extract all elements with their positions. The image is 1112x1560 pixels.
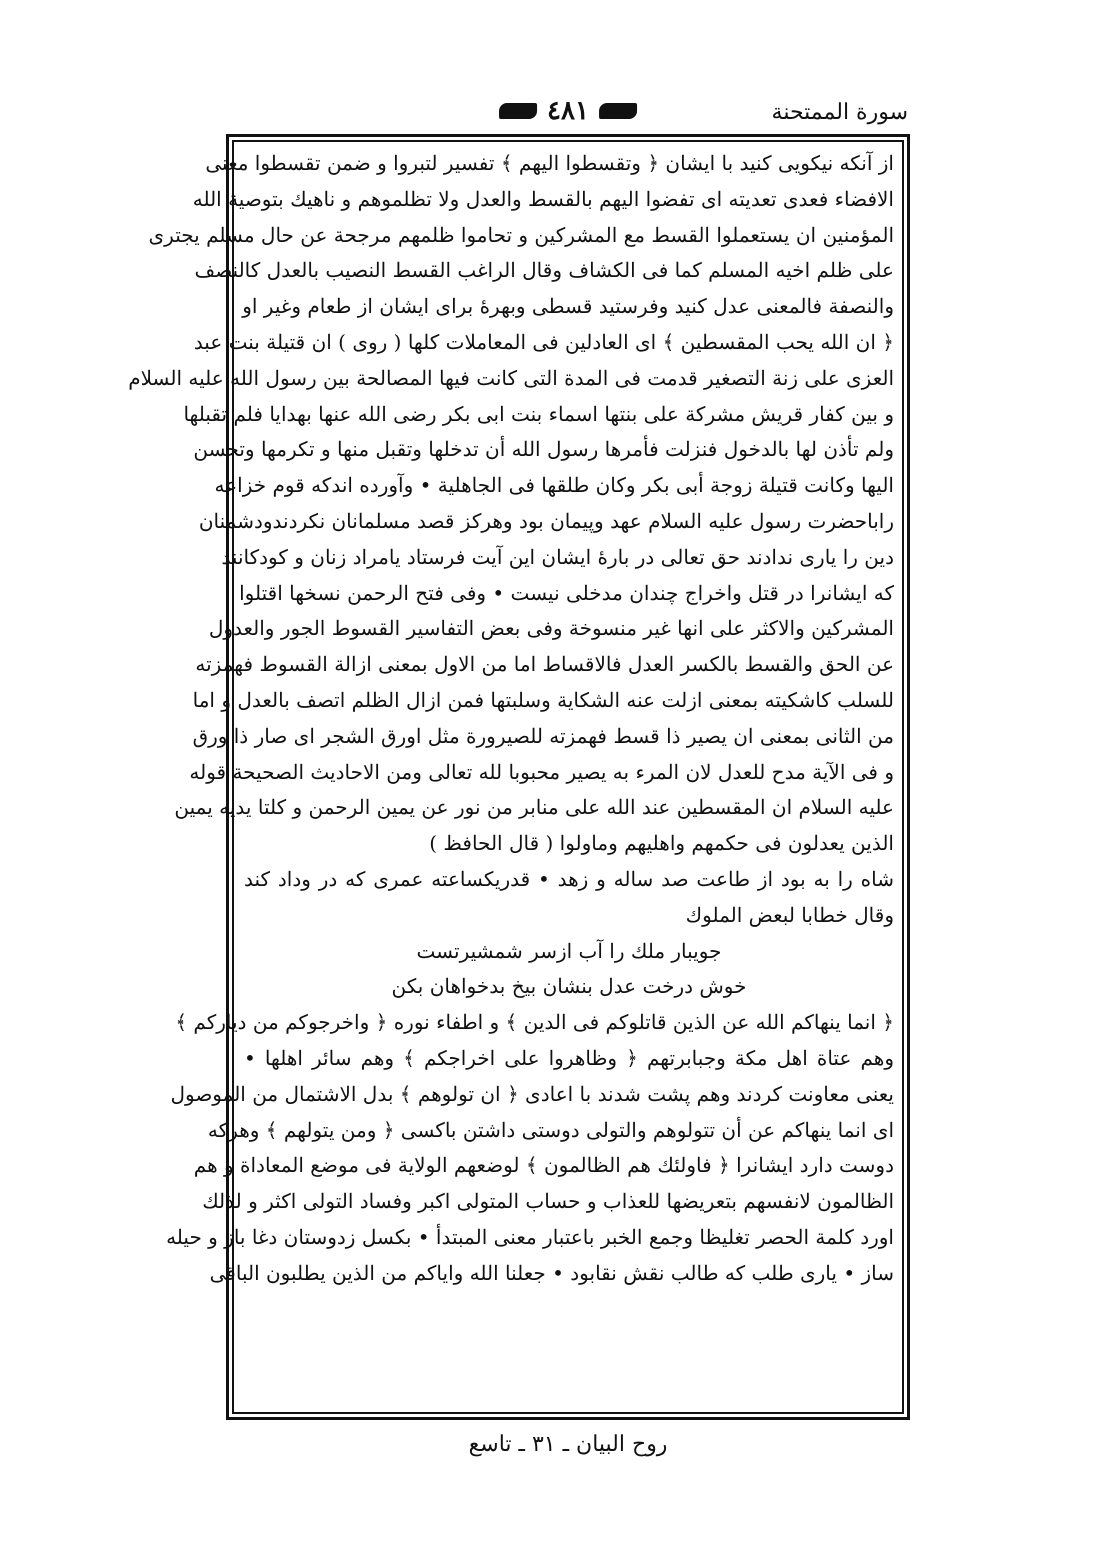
text-line: الذين يعدلون فى حكمهم واهليهم وماولوا ( قال الحافظ ) [429,831,894,856]
ornament-icon [499,103,537,119]
text-line: از آنكه نيكويى كنيد با ايشان ﴿ وتقسطوا اليهم ﴾ تفسير لتبروا و ضمن تقسطوا معنى [205,151,894,175]
text-line: اورد كلمة الحصر تغليظا وجمع الخبر باعتبار معنى المبتدأ • بكسل زدوستان دغا باز و حيله [166,1224,894,1249]
body-text [128,146,894,1292]
text-line: وهم عتاة اهل مكة وجبابرتهم ﴿ وظاهروا على اخراجكم ﴾ وهم سائر اهلها • [244,1045,894,1070]
text-line: اى انما ينهاكم عن أن تتولوهم والتولى دوستى داشتن باكسى ﴿ ومن يتولهم ﴾ وهركه [207,1117,894,1142]
ornament-icon [599,103,637,119]
text-line: اليها وكانت قتيلة زوجة أبى بكر وكان طلقها فى الجاهلية • وآورده اندكه قوم خزاعه [214,473,894,498]
surah-name: سورة الممتحنة [771,100,908,125]
text-line: الافضاء فعدى تعديته اى تفضوا اليهم بالقسط والعدل ولا تظلموهم و ناهيك بتوصية الله [192,186,894,211]
text-line: راباحضرت رسول عليه السلام عهد وپيمان بود وهركز قصد مسلمانان نكردندودشمنان [198,508,894,533]
text-line: و بين كفار قريش مشركة على بنتها اسماء بنت ابى بكر رضى الله عنها بهدايا فلم تقبلها [183,401,894,426]
page-number: ٤٨١ [547,96,589,126]
text-line: عن الحق والقسط بالكسر العدل فالاقساط اما من الاول بمعنى ازالة القسوط فهمزته [195,652,894,677]
page-number-block [499,96,637,126]
text-line: المشركين والاكثر على انها غير منسوخة وفى بعض التفاسير القسوط الجور والعدول [208,616,894,641]
text-line: للسلب كاشكيته بمعنى ازلت عنه الشكاية وسلبتها فمن ازال الظلم اتصف بالعدل و اما [192,687,894,712]
text-line: وقال خطابا لبعض الملوك [685,902,894,927]
text-line: و فى الآية مدح للعدل لان المرء به يصير محبوبا لله تعالى ومن الاحاديث الصحيحة قوله [189,759,894,784]
text-line: المؤمنين ان يستعملوا القسط مع المشركين و تحاموا ظلمهم مرجحة عن حال مسلم يجترى [148,222,894,247]
text-line: كه ايشانرا در قتل واخراج چندان مدخلى نيست • وفى فتح الرحمن نسخها اقتلوا [239,580,894,605]
text-line: والنصفة فالمعنى عدل كنيد وفرستيد قسطى وبهرهٔ براى ايشان از طعام وغير او [242,294,894,319]
text-line: العزى على زنة التصغير قدمت فى المدة التى كانت فيها المصالحة بين رسول الله عليه السلام [128,365,894,390]
text-line: ﴿ ان الله يحب المقسطين ﴾ اى العادلين فى المعاملات كلها ( روى ) ان قتيلة بنت عبد [193,329,894,354]
text-line: ولم تأذن لها بالدخول فنزلت فأمرها رسول الله أن تدخلها وتقبل منها و تكرمها وتحسن [193,437,894,462]
text-line: على ظلم اخيه المسلم كما فى الكشاف وقال الراغب القسط النصيب بالعدل كالنصف [194,258,894,283]
text-line: دين را يارى ندادند حق تعالى در بارهٔ ايشان اين آيت فرستاد يامراد زنان و كودكانند [221,544,894,569]
text-line: يعنى معاونت كردند وهم پشت شدند با اعادى ﴿ ان تولوهم ﴾ بدل الاشتمال من الموصول [170,1081,894,1106]
page-footer: روح البيان ـ ٣١ ـ تاسع [468,1432,668,1457]
page-header [228,96,908,136]
text-line: ﴿ انما ينهاكم الله عن الذين قاتلوكم فى الدين ﴾ و اطفاء نوره ﴿ واخرجوكم من دياركم ﴾ [175,1010,894,1035]
text-line: عليه السلام ان المقسطين عند الله على منابر من نور عن يمين الرحمن و كلتا يديه يمين [174,795,894,820]
poem-verse: خوش درخت عدل بنشان بيخ بدخواهان بكن [391,974,747,999]
text-line: الظالمون لانفسهم بتعريضها للعذاب و حساب المتولى اكبر وفساد التولى اكثر و لذلك [202,1189,894,1214]
text-line: ساز • يارى طلب كه طالب نقش نقابود • جعلنا الله واياكم من الذين يطلبون الباقى [209,1260,894,1285]
text-line: دوست دارد ايشانرا ﴿ فاولئك هم الظالمون ﴾ لوضعهم الولاية فى موضع المعاداة و هم [193,1153,894,1178]
text-line: من الثانى بمعنى ان يصير ذا قسط فهمزته للصيرورة مثل اورق الشجر اى صار ذا ورق [192,723,894,748]
text-line: شاه را به بود از طاعت صد ساله و زهد • قدريكساعته عمرى كه در وداد كند [244,866,894,891]
poem-verse: جويبار ملك را آب ازسر شمشيرتست [416,938,722,963]
